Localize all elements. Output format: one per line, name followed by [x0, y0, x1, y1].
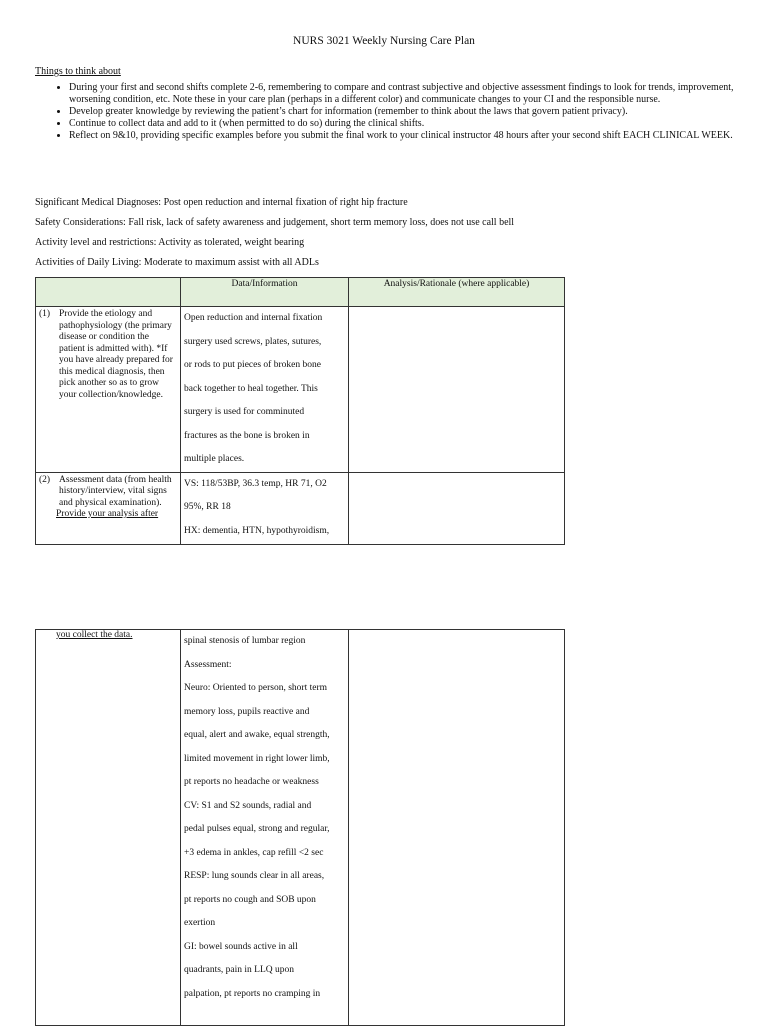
data-line: 95%, RR 18: [184, 502, 231, 512]
data-line: Open reduction and internal fixation: [184, 313, 323, 323]
data-line: Assessment:: [184, 659, 232, 670]
item-number: (2): [39, 474, 51, 485]
header-cell-data: Data/Information: [181, 278, 349, 307]
analysis-cell[interactable]: [349, 307, 565, 473]
data-line: memory loss, pupils reactive and: [184, 706, 310, 717]
data-line: surgery is used for comminuted: [184, 407, 305, 417]
data-line: VS: 118/53BP, 36.3 temp, HR 71, O2: [184, 478, 327, 489]
analysis-instruction: you collect the data.: [56, 630, 133, 640]
data-line: pt reports no cough and SOB upon: [184, 894, 316, 905]
page-title: NURS 3021 Weekly Nursing Care Plan: [293, 35, 475, 47]
data-line: back together to heal together. This: [184, 383, 318, 394]
care-plan-table: [35, 277, 565, 545]
data-line: CV: S1 and S2 sounds, radial and: [184, 800, 312, 811]
data-line: or rods to put pieces of broken bone: [184, 360, 321, 370]
data-line: spinal stenosis of lumbar region: [184, 636, 306, 646]
data-line: Neuro: Oriented to person, short term: [184, 683, 327, 693]
item-prompt: Provide the etiology and pathophysiology (the primary disease or condition the patient is admitted with). *If you have already prepared for this medical diagnosis, then pick another so as to grow your collection/knowledge.: [59, 309, 173, 400]
analysis-cell[interactable]: [349, 472, 565, 544]
data-line: quadrants, pain in LLQ upon: [184, 965, 295, 975]
data-line: GI: bowel sounds active in all: [184, 941, 298, 952]
data-line: surgery used screws, plates, sutures,: [184, 336, 322, 347]
data-line: RESP: lung sounds clear in all areas,: [184, 871, 325, 881]
prompt-cell: [36, 307, 181, 473]
table-row: [36, 307, 565, 473]
data-line: equal, alert and awake, equal strength,: [184, 730, 330, 740]
item-number: (1): [39, 309, 51, 319]
things-heading: Things to think about: [35, 66, 121, 77]
prompt-cell: [36, 472, 181, 544]
adl-field: Activities of Daily Living: Moderate to maximum assist with all ADLs: [35, 257, 319, 268]
data-cell[interactable]: [181, 630, 349, 1026]
list-item: • Develop greater knowledge by reviewing the patient’s chart for information (remember to think about the laws that govern patient privacy).: [69, 106, 749, 118]
safety-field: Safety Considerations: Fall risk, lack of safety awareness and judgement, short term memory loss, does not use call bell: [35, 217, 515, 228]
diagnoses-field: Significant Medical Diagnoses: Post open reduction and internal fixation of right hip fracture: [35, 197, 408, 208]
prompt-cell: [36, 630, 181, 1026]
list-item: • Reflect on 9&10, providing specific examples before you submit the final work to your clinical instructor 48 hours after your second shift EACH CLINICAL WEEK.: [69, 130, 749, 142]
data-cell[interactable]: [181, 472, 349, 544]
data-line: multiple places.: [184, 454, 245, 464]
care-plan-table-continued: [35, 629, 565, 1026]
data-line: pt reports no headache or weakness: [184, 777, 319, 787]
header-cell-blank: [36, 278, 181, 307]
data-line: palpation, pt reports no cramping in: [184, 988, 321, 999]
table-row: [36, 472, 565, 544]
table-row: [36, 630, 565, 1026]
analysis-cell[interactable]: [349, 630, 565, 1026]
data-cell[interactable]: [181, 307, 349, 473]
data-line: pedal pulses equal, strong and regular,: [184, 824, 330, 834]
instructions-list: [52, 82, 749, 142]
data-line: fractures as the bone is broken in: [184, 430, 310, 441]
item-prompt: Assessment data (from health history/interview, vital signs and physical examination).: [59, 474, 172, 508]
data-line: +3 edema in ankles, cap refill <2 sec: [184, 847, 324, 858]
activity-field: Activity level and restrictions: Activity as tolerated, weight bearing: [35, 237, 305, 248]
analysis-instruction: Provide your analysis after: [56, 509, 159, 519]
list-item: • During your first and second shifts complete 2-6, remembering to compare and contrast subjective and objective assessment findings to look for trends, improvement, worsening condition, etc. Note these in your care plan (perhaps in a different color) and communicate changes to your CI and the responsible nurse.: [69, 82, 749, 106]
list-item: • Continue to collect data and add to it (when permitted to do so) during the clinical shifts.: [69, 118, 749, 130]
data-line: exertion: [184, 918, 216, 928]
data-line: HX: dementia, HTN, hypothyroidism,: [184, 525, 330, 536]
header-cell-analysis: Analysis/Rationale (where applicable): [349, 278, 565, 307]
data-line: limited movement in right lower limb,: [184, 753, 330, 764]
table-header-row: [36, 278, 565, 307]
